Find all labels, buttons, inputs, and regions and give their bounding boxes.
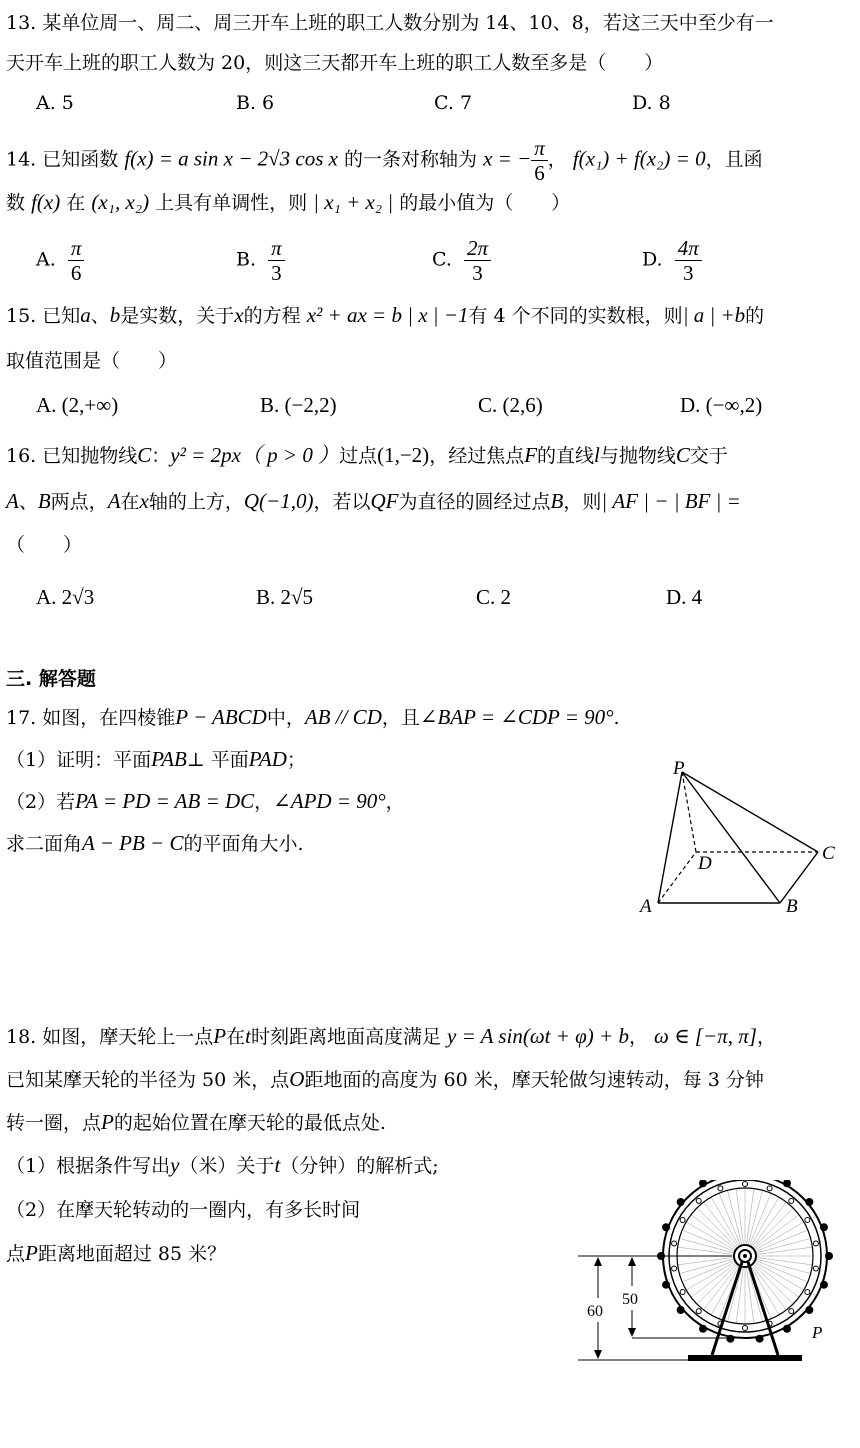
q17-p2-e: ， bbox=[385, 791, 405, 813]
q14-option-a bbox=[36, 236, 84, 285]
q17-parallel: AB // CD bbox=[304, 705, 382, 729]
q17-angles: ∠BAP = ∠CDP = 90° bbox=[419, 705, 614, 729]
q18-text-g: 距地面的高度为 60 米，摩天轮做匀速转动，每 3 分钟 bbox=[304, 1069, 764, 1091]
wheel-spoke bbox=[754, 1263, 799, 1298]
q18-p3-b: 距离地面超过 85 米？ bbox=[37, 1243, 227, 1265]
wheel-rim-joint bbox=[789, 1198, 794, 1203]
wheel-cabin bbox=[726, 1335, 734, 1343]
q16-var-a2: A bbox=[107, 489, 121, 513]
q16-equation: y² = 2px bbox=[170, 443, 241, 467]
q15-expression: | a | +b bbox=[682, 303, 746, 327]
wheel-rim-joint bbox=[718, 1186, 723, 1191]
q16-var-b2: B bbox=[550, 489, 564, 513]
q14-axis-num: π bbox=[531, 136, 548, 161]
q16-text-d: ，经过焦点 bbox=[429, 445, 525, 467]
q15-sep: 、 bbox=[90, 305, 110, 327]
wheel-rim-joint bbox=[743, 1182, 748, 1187]
q17-p2-a: （2）若 bbox=[6, 791, 76, 813]
q17-text-a: 17. 如图，在四棱锥 bbox=[6, 707, 176, 729]
q16-text-e: 的直线 bbox=[537, 445, 595, 467]
q16-option-c: C. 2 bbox=[476, 585, 512, 609]
wheel-cabin bbox=[783, 1325, 791, 1333]
q15-option-a: A. (2,+∞) bbox=[36, 393, 119, 417]
edge-ad bbox=[658, 852, 696, 903]
q14-option-a-label: A. bbox=[36, 248, 56, 271]
q16-text-h: 两点， bbox=[50, 491, 108, 513]
q16-var-c2: C bbox=[675, 443, 690, 467]
q18-text-f: 已知某摩天轮的半径为 50 米，点 bbox=[6, 1069, 290, 1091]
wheel-rim-joint bbox=[805, 1290, 810, 1295]
q14-condition: f(x₁) + f(x₂) = 0 bbox=[572, 146, 706, 171]
q15-line1 bbox=[6, 300, 764, 331]
q14-text-d: ，且函 bbox=[705, 148, 763, 171]
ferris-wheel-figure bbox=[570, 1180, 850, 1380]
q14-option-c-num: 2π bbox=[464, 236, 491, 261]
q18-text-i: 的起始位置在摩天轮的最低点处. bbox=[113, 1112, 386, 1134]
wheel-cabin bbox=[805, 1306, 813, 1314]
q16-line1 bbox=[6, 440, 728, 471]
q17-part3 bbox=[6, 828, 304, 859]
q17-part1 bbox=[6, 744, 306, 775]
q15-var-x: x bbox=[234, 303, 244, 327]
q17-p2-angle: ∠APD = 90° bbox=[273, 789, 386, 813]
q14-option-d-num: 4π bbox=[675, 236, 702, 261]
q13-line2: 天开车上班的职工人数为 20，则这三天都开车上班的职工人数至多是（ ） bbox=[6, 52, 664, 74]
q14-option-c bbox=[432, 236, 491, 285]
q14-abs: | x₁ + x₂ | bbox=[313, 190, 394, 214]
q16-line2 bbox=[6, 486, 741, 517]
q17-p1-pad: PAD bbox=[248, 747, 287, 771]
ground-base bbox=[688, 1355, 802, 1361]
q16-sep: 、 bbox=[18, 491, 38, 513]
q17-pyramid: P − ABCD bbox=[175, 705, 267, 729]
q14-text-a: 14. 已知函数 bbox=[6, 148, 119, 171]
q13-option-a: A. 5 bbox=[36, 92, 74, 114]
q14-option-b-num: π bbox=[268, 236, 285, 261]
wheel-rim-joint bbox=[672, 1266, 677, 1271]
q14-text-f: 在 bbox=[66, 192, 86, 214]
q14-line2 bbox=[6, 187, 570, 218]
arrowhead-50-bottom bbox=[628, 1328, 636, 1337]
wheel-axle bbox=[743, 1254, 747, 1258]
q14-axis-frac bbox=[531, 136, 548, 185]
q16-option-a: A. 2√3 bbox=[36, 585, 95, 609]
q18-equation: y = A sin(ωt + φ) + b bbox=[447, 1024, 629, 1048]
wheel-rim-joint bbox=[696, 1309, 701, 1314]
arrowhead-50-top bbox=[628, 1257, 636, 1266]
edge-pc bbox=[682, 772, 818, 852]
q18-p3-a: 点 bbox=[6, 1243, 26, 1265]
wheel-rim-joint bbox=[680, 1290, 685, 1295]
q17-p1-pab: PAB bbox=[151, 747, 187, 771]
label-p: P bbox=[812, 1323, 823, 1342]
arrowhead-60-top bbox=[594, 1257, 602, 1266]
q18-p1-y: y bbox=[170, 1153, 180, 1177]
q15-option-b: B. (−2,2) bbox=[260, 393, 337, 417]
wheel-rim-joint bbox=[672, 1241, 677, 1246]
q16-text-f: 与抛物线 bbox=[599, 445, 676, 467]
q18-line1 bbox=[6, 1021, 776, 1052]
q15-var-a: a bbox=[80, 303, 91, 327]
wheel-cabin bbox=[662, 1223, 670, 1231]
q16-line3: （ ） bbox=[6, 534, 83, 556]
q14-option-d-den: 3 bbox=[682, 261, 694, 285]
q18-p3-p: P bbox=[25, 1241, 38, 1265]
q17-p2-c: ， bbox=[254, 791, 274, 813]
q15-option-c: C. (2,6) bbox=[478, 393, 543, 417]
q15-text-a: 15. 已知 bbox=[6, 305, 81, 327]
q16-text-c: 过点 bbox=[339, 445, 378, 467]
wheel-rim-joint bbox=[743, 1326, 748, 1331]
q14-option-b bbox=[236, 236, 285, 285]
q14-option-c-label: C. bbox=[432, 248, 452, 271]
wheel-rim-joint bbox=[767, 1186, 772, 1191]
wheel-rim-joint bbox=[813, 1241, 818, 1246]
q14-interval: (x₁, x₂) bbox=[91, 190, 150, 214]
label-b: B bbox=[786, 896, 798, 917]
q18-var-o: O bbox=[289, 1067, 305, 1091]
edge-pb bbox=[682, 772, 780, 903]
q17-p3-dihedral: A − PB − C bbox=[82, 831, 184, 855]
wheel-rim-joint bbox=[789, 1309, 794, 1314]
wheel-rim-joint bbox=[696, 1198, 701, 1203]
q16-condition: （ p > 0 ） bbox=[240, 443, 340, 467]
q18-var-t: t bbox=[245, 1024, 251, 1048]
q14-option-d-label: D. bbox=[642, 248, 663, 271]
q18-part2: （2）在摩天轮转动的一圈内，有多长时间 bbox=[6, 1199, 361, 1221]
q16-point-q: Q(−1,0) bbox=[243, 489, 314, 513]
q16-qf: QF bbox=[370, 489, 399, 513]
q15-var-b: b bbox=[109, 303, 121, 327]
q18-p1-c: （分钟）的解析式; bbox=[280, 1155, 439, 1177]
q16-option-d: D. 4 bbox=[666, 585, 703, 609]
wheel-cabin bbox=[820, 1281, 828, 1289]
q14-text-b: 的一条对称轴为 bbox=[344, 148, 478, 171]
edge-pd bbox=[682, 772, 696, 852]
q16-var-a: A bbox=[6, 489, 19, 513]
q16-option-b: B. 2√5 bbox=[256, 585, 314, 609]
wheel-spoke bbox=[752, 1202, 787, 1247]
q16-text-l: 为直径的圆经过点 bbox=[398, 491, 551, 513]
wheel-spoke bbox=[704, 1202, 739, 1247]
q16-var-c: C bbox=[137, 443, 152, 467]
q14-text-g: 上具有单调性，则 bbox=[155, 192, 308, 214]
q17-line1 bbox=[6, 702, 620, 733]
q15-text-b: 是实数，关于 bbox=[120, 305, 235, 327]
q16-var-l: l bbox=[594, 443, 600, 467]
q14-text-c: ， bbox=[547, 148, 567, 171]
q16-var-b: B bbox=[37, 489, 51, 513]
q15-line2: 取值范围是（ ） bbox=[6, 350, 178, 372]
q14-option-a-num: π bbox=[68, 236, 85, 261]
wheel-cabin bbox=[825, 1252, 833, 1260]
support-left bbox=[712, 1262, 742, 1355]
q18-text-a: 18. 如图，摩天轮上一点 bbox=[6, 1026, 214, 1048]
edge-pa bbox=[658, 772, 682, 903]
q14-option-b-label: B. bbox=[236, 248, 257, 271]
wheel-cabin bbox=[677, 1198, 685, 1206]
q18-text-e: ， bbox=[756, 1026, 776, 1048]
label-50: 50 bbox=[622, 1291, 638, 1308]
wheel-rim-joint bbox=[813, 1266, 818, 1271]
q16-text-i: 在 bbox=[120, 491, 140, 513]
q17-p1-e: ； bbox=[286, 749, 306, 771]
q17-p1-a: （1）证明：平面 bbox=[6, 749, 152, 771]
q15-text-e: 的 bbox=[745, 305, 765, 327]
q17-text-c: ，且 bbox=[381, 707, 420, 729]
q17-p3-a: 求二面角 bbox=[6, 833, 83, 855]
q13-option-d: D. 8 bbox=[632, 92, 671, 114]
q16-text-m: ，则 bbox=[563, 491, 602, 513]
label-a: A bbox=[640, 896, 652, 917]
q14-axis-den: 6 bbox=[534, 161, 545, 185]
q18-var-p: P bbox=[213, 1024, 227, 1048]
q14-option-c-den: 3 bbox=[472, 261, 483, 285]
q16-text-j: 轴的上方， bbox=[148, 491, 244, 513]
q18-part1 bbox=[6, 1150, 439, 1181]
label-d: D bbox=[698, 853, 712, 874]
q16-point: (1,−2) bbox=[377, 443, 430, 467]
q15-text-c: 的方程 bbox=[243, 305, 301, 327]
label-60: 60 bbox=[587, 1303, 603, 1320]
arrowhead-60-bottom bbox=[594, 1350, 602, 1359]
q15-equation: x² + ax = b | x | −1 bbox=[306, 303, 469, 327]
q15-text-d: 有 4 个不同的实数根，则 bbox=[468, 305, 683, 327]
wheel-spoke bbox=[754, 1215, 799, 1250]
wheel-cabin bbox=[677, 1306, 685, 1314]
q17-p1-c: ⊥ 平面 bbox=[186, 749, 249, 771]
q18-text-c: 时刻距离地面高度满足 bbox=[250, 1026, 441, 1048]
wheel-cabin bbox=[699, 1325, 707, 1333]
q16-text-g: 交于 bbox=[689, 445, 728, 467]
q18-p1-a: （1）根据条件写出 bbox=[6, 1155, 171, 1177]
label-p: P bbox=[673, 758, 685, 779]
q13-option-b: B. 6 bbox=[236, 92, 275, 114]
q18-text-d: ， bbox=[628, 1026, 648, 1048]
q16-text-k: ，若以 bbox=[313, 491, 371, 513]
q14-text-h: 的最小值为（ ） bbox=[399, 192, 571, 214]
q14-f: f(x) bbox=[31, 190, 61, 214]
q16-var-f: F bbox=[524, 443, 538, 467]
q13-option-c: C. 7 bbox=[434, 92, 473, 114]
q18-line3 bbox=[6, 1107, 386, 1138]
q18-part3 bbox=[6, 1238, 226, 1269]
q18-text-b: 在 bbox=[226, 1026, 246, 1048]
q14-text-e: 数 bbox=[6, 192, 26, 214]
q14-option-b-den: 3 bbox=[271, 261, 282, 285]
wheel-rim-joint bbox=[680, 1218, 685, 1223]
q14-axis-lhs: x = − bbox=[483, 146, 532, 171]
q14-option-a-den: 6 bbox=[70, 261, 82, 285]
wheel-cabin bbox=[805, 1198, 813, 1206]
q16-text-a: 16. 已知抛物线 bbox=[6, 445, 138, 467]
wheel-spoke bbox=[697, 1208, 737, 1248]
q17-text-b: 中， bbox=[266, 707, 305, 729]
q16-text-b: ： bbox=[151, 445, 171, 467]
q15-option-d: D. (−∞,2) bbox=[680, 393, 763, 417]
q16-expression: | AF | − | BF | = bbox=[601, 489, 741, 513]
q18-line2 bbox=[6, 1064, 764, 1095]
q18-text-h: 转一圈，点 bbox=[6, 1112, 102, 1134]
pyramid-figure bbox=[630, 755, 850, 920]
wheel-spoke bbox=[753, 1208, 793, 1248]
q16-var-x: x bbox=[139, 489, 149, 513]
wheel-rim-joint bbox=[805, 1218, 810, 1223]
q17-p3-c: 的平面角大小. bbox=[183, 833, 304, 855]
wheel-cabin bbox=[662, 1281, 670, 1289]
wheel-cabin bbox=[756, 1335, 764, 1343]
q17-p2-eq: PA = PD = AB = DC bbox=[75, 789, 255, 813]
q17-text-d: . bbox=[613, 707, 620, 729]
q18-condition: ω ∈ [−π, π] bbox=[654, 1024, 757, 1048]
q17-part2 bbox=[6, 786, 405, 817]
q18-var-p2: P bbox=[101, 1110, 114, 1134]
q14-line1 bbox=[6, 136, 763, 185]
wheel-spoke bbox=[691, 1215, 736, 1250]
q18-p1-b: （米）关于 bbox=[179, 1155, 275, 1177]
q14-option-d bbox=[642, 236, 702, 285]
q13-line1: 13. 某单位周一、周二、周三开车上班的职工人数分别为 14、10、8，若这三天中至少有一 bbox=[6, 12, 774, 34]
label-c: C bbox=[822, 843, 835, 864]
section-title: 三. 解答题 bbox=[6, 668, 96, 690]
wheel-spoke bbox=[691, 1263, 736, 1298]
support-right bbox=[748, 1262, 778, 1355]
q14-function: f(x) = a sin x − 2√3 cos x bbox=[124, 146, 338, 171]
wheel-cabin bbox=[820, 1223, 828, 1231]
q18-p1-t: t bbox=[274, 1153, 281, 1177]
